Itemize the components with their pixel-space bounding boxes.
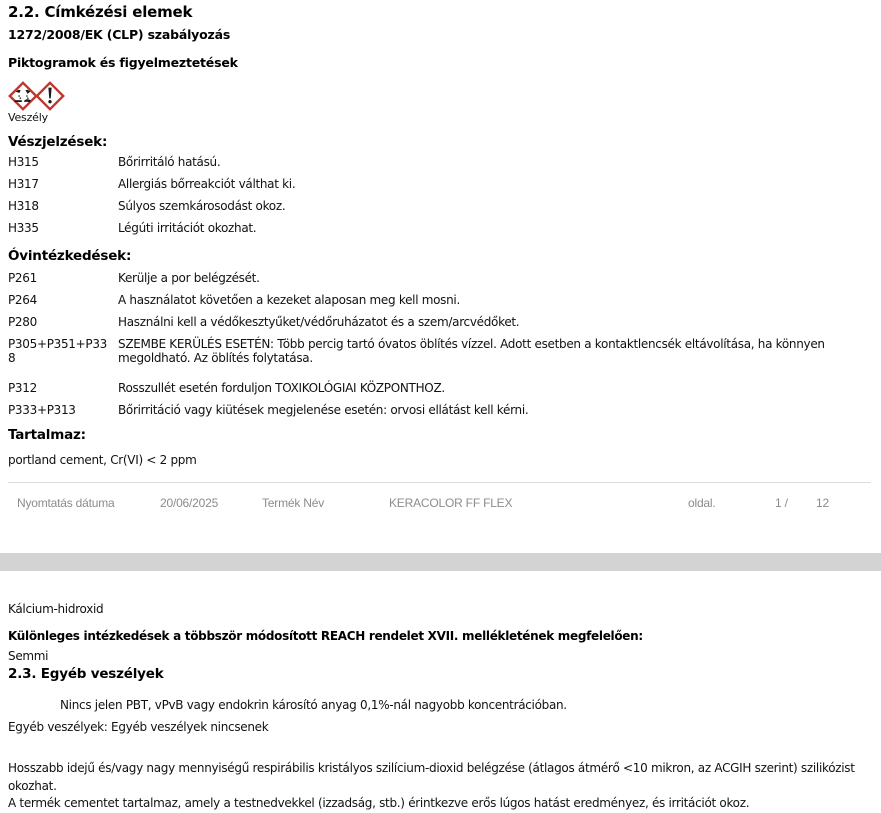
- hazard-text: Súlyos szemkárosodást okoz.: [118, 199, 286, 213]
- ghs05-corrosion-icon: [8, 81, 38, 111]
- ghs-pictograms-row: [8, 81, 871, 111]
- precaution-code: P264: [8, 292, 37, 307]
- precaution-code: P280: [8, 314, 37, 329]
- precautionary-statement-row: [8, 271, 871, 286]
- hazard-statements-heading: Vészjelzések:: [8, 134, 108, 150]
- pbt-statement: Nincs jelen PBT, vPvB vagy endokrin károsító anyag 0,1%-nál nagyobb koncentrációban.: [60, 698, 567, 712]
- precaution-text: SZEMBE KERÜLÉS ESETÉN: Több percig tartó óvatos öblítés vízzel. Adott esetben a kontaktlencsék eltávolítása, ha könnyen megoldható. Az öblítés folytatása.: [118, 336, 825, 365]
- precautionary-statement-row: [8, 337, 871, 366]
- precaution-code: P305+P351+P338: [8, 336, 107, 365]
- hazard-code: H315: [8, 155, 39, 169]
- hazard-text: Bőrirritáló hatású.: [118, 155, 221, 169]
- hazard-text: Allergiás bőrreakciót válthat ki.: [118, 177, 296, 191]
- other-hazards-line: Egyéb veszélyek: Egyéb veszélyek nincsenek: [8, 720, 269, 734]
- precautionary-statements-list: [8, 271, 871, 418]
- product-name-label: Termék Név: [262, 496, 325, 510]
- reach-annex-value: Semmi: [8, 649, 49, 663]
- hazard-statements-list: [8, 155, 871, 236]
- contains-heading: Tartalmaz:: [8, 427, 86, 443]
- section-2-2-title: 2.2. Címkézési elemek: [8, 3, 193, 21]
- signal-word: Veszély: [8, 111, 48, 124]
- ghs07-exclamation-icon: [35, 81, 65, 111]
- hazard-code: H318: [8, 199, 39, 213]
- precaution-text: Használni kell a védőkesztyűket/védőruházatot és a szem/arcvédőket.: [118, 314, 520, 329]
- page-number-label: oldal.: [688, 496, 716, 510]
- precaution-text: Bőrirritáció vagy kiütések megjelenése esetén: orvosi ellátást kell kérni.: [118, 402, 529, 417]
- cement-hazard-paragraph: A termék cementet tartalmaz, amely a testnedvekkel (izzadság, stb.) érintkezve erős lúgos hatást eredményez, és irritációt okoz.: [8, 796, 750, 810]
- precaution-code: P333+P313: [8, 402, 76, 417]
- pictograms-heading: Piktogramok és figyelmeztetések: [8, 55, 238, 70]
- precautionary-statement-row: [8, 315, 871, 330]
- reach-annex-heading: Különleges intézkedések a többször módosított REACH rendelet XVII. mellékletének megfelelően:: [8, 629, 643, 643]
- precaution-code: P312: [8, 380, 37, 395]
- hazard-code: H335: [8, 221, 39, 235]
- contains-text: portland cement, Cr(VI) < 2 ppm: [8, 453, 197, 467]
- precaution-text: Kerülje a por belégzését.: [118, 270, 260, 285]
- print-date-value: 20/06/2025: [160, 496, 219, 510]
- precautionary-statement-row: [8, 381, 871, 396]
- precautionary-statements-heading: Óvintézkedések:: [8, 247, 132, 264]
- page-number-current: 1 /: [775, 496, 788, 510]
- page-separator: [0, 553, 881, 571]
- section-2-3-title: 2.3. Egyéb veszélyek: [8, 666, 164, 682]
- product-name-value: KERACOLOR FF FLEX: [389, 496, 513, 510]
- hazard-statement-row: [8, 221, 871, 236]
- hazard-text: Légúti irritációt okozhat.: [118, 221, 257, 235]
- page2-content: [0, 571, 881, 813]
- page-footer: [8, 482, 871, 521]
- print-date-label: Nyomtatás dátuma: [17, 496, 115, 510]
- precautionary-statement-row: [8, 403, 871, 418]
- precautionary-statement-row: [8, 293, 871, 308]
- hazard-statement-row: [8, 199, 871, 214]
- hazard-statement-row: [8, 177, 871, 192]
- clp-regulation-heading: 1272/2008/EK (CLP) szabályozás: [8, 27, 231, 42]
- substance-name: Kálcium-hidroxid: [8, 602, 104, 616]
- page-number-total: 12: [816, 496, 829, 510]
- precaution-code: P261: [8, 270, 37, 285]
- precaution-text: A használatot követően a kezeket alaposan meg kell mosni.: [118, 292, 460, 307]
- hazard-statement-row: [8, 155, 871, 170]
- precaution-text: Rosszullét esetén forduljon TOXIKOLÓGIAI KÖZPONTHOZ.: [118, 380, 445, 395]
- silica-hazard-paragraph: Hosszabb idejű és/vagy nagy mennyiségű respirábilis kristályos szilícium-dioxid belégzése (átlagos átmérő <10 mikron, az ACGIH szerint) szilikózist okozhat.: [8, 761, 855, 793]
- hazard-code: H317: [8, 177, 39, 191]
